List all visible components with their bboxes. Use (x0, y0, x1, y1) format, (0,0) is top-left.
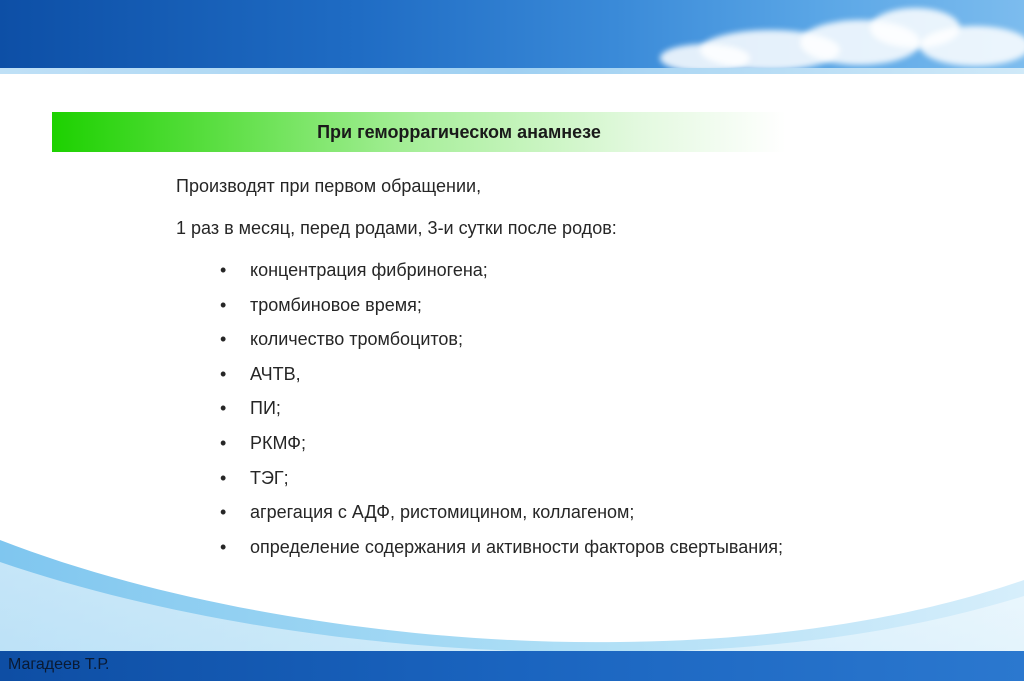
header-banner (0, 0, 1024, 68)
header-divider (0, 68, 1024, 74)
bullet-icon: • (220, 260, 227, 280)
list-item: • АЧТВ, (220, 357, 783, 392)
list-item: • определение содержания и активности факторов свертывания; (220, 530, 783, 565)
list-item: • количество тромбоцитов; (220, 322, 783, 357)
bullet-icon: • (220, 294, 227, 315)
slide-title: При геморрагическом анамнезе (317, 122, 601, 142)
list-item: • ПИ; (220, 391, 783, 426)
bullet-icon: • (220, 536, 227, 557)
intro-line-2: 1 раз в месяц, перед родами, 3-и сутки после родов: (176, 218, 617, 238)
list-item: • концентрация фибриногена; (220, 253, 783, 288)
bullet-icon: • (220, 432, 227, 453)
list-item: • агрегация с АДФ, ристомицином, коллагеном; (220, 495, 783, 530)
list-item: • тромбиновое время; (220, 288, 783, 323)
footer-author: Магадеев Т.Р. (8, 656, 110, 673)
footer-bar (0, 651, 1024, 681)
bullet-icon: • (220, 398, 227, 419)
bullet-icon: • (220, 467, 227, 488)
list-item: • ТЭГ; (220, 461, 783, 496)
bullet-icon: • (220, 502, 227, 523)
bullet-icon: • (220, 329, 227, 350)
bullet-list (220, 253, 783, 564)
list-item: • РКМФ; (220, 426, 783, 461)
bullet-icon: • (220, 363, 227, 384)
intro-line-1: Производят при первом обращении, (176, 176, 482, 196)
